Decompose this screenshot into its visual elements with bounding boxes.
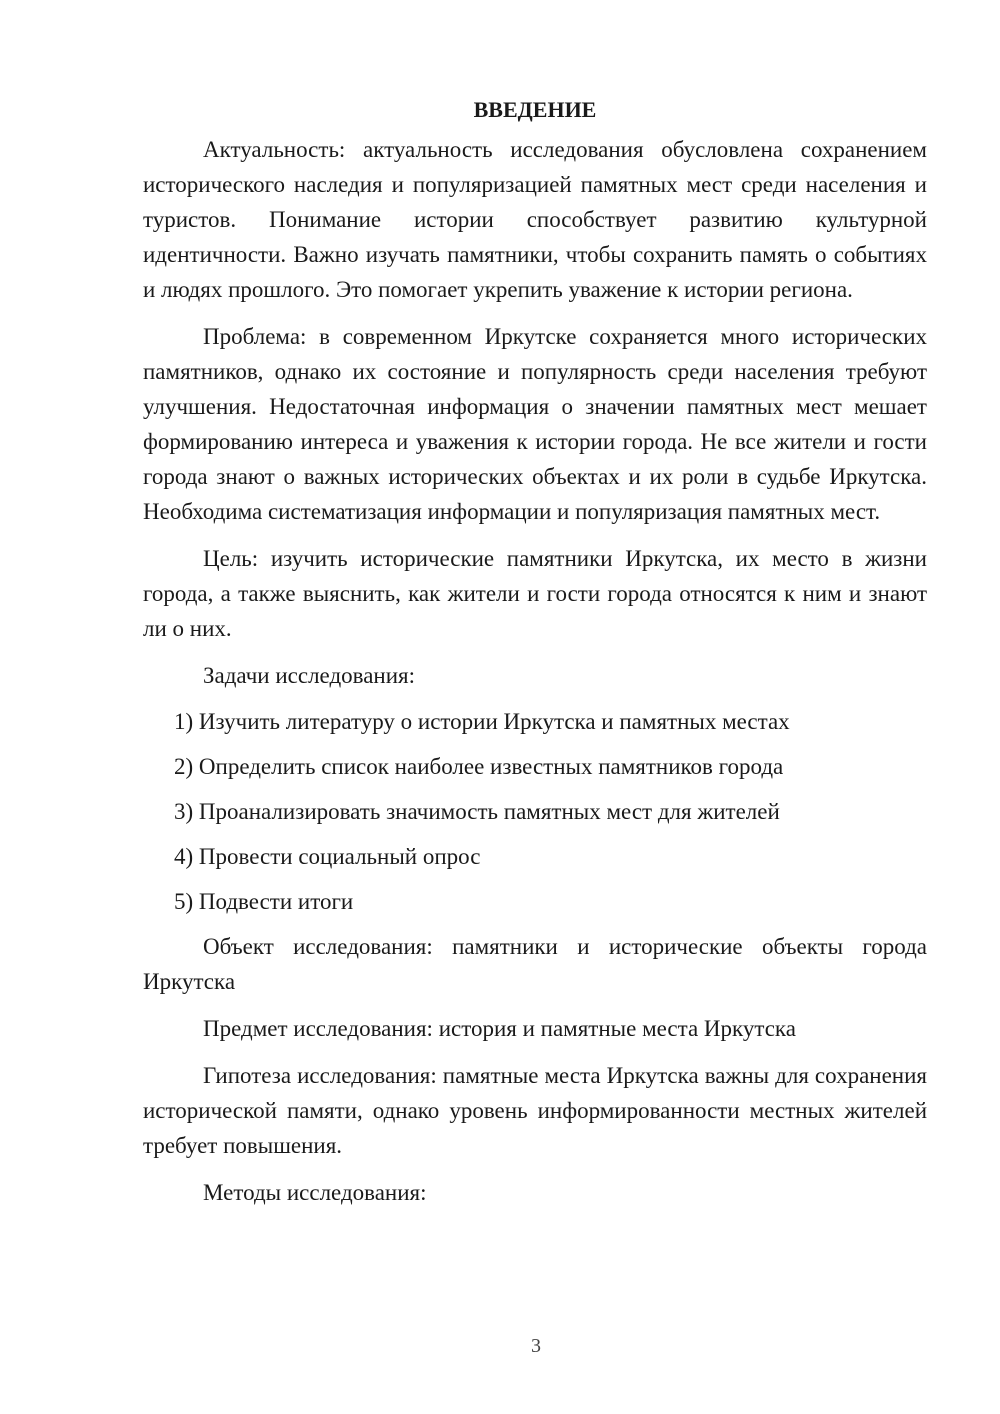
paragraph-hypothesis: Гипотеза исследования: памятные места Иркутска важны для сохранения исторической памяти, однако уровень информированности местных жителей требует повышения.	[143, 1063, 927, 1158]
page-title: ВВЕДЕНИЕ	[473, 97, 597, 122]
page-number: 3	[531, 1335, 541, 1357]
paragraph-object: Объект исследования: памятники и исторические объекты города Иркутска	[143, 934, 927, 994]
tasks-heading: Задачи исследования:	[203, 663, 416, 688]
paragraph-goal: Цель: изучить исторические памятники Иркутска, их место в жизни города, а также выяснить, как жители и гости города относятся к ним и знают ли о них.	[143, 546, 927, 641]
methods-heading: Методы исследования:	[203, 1180, 427, 1205]
page-body	[143, 92, 927, 1222]
paragraph-relevance: Актуальность: актуальность исследования обусловлена сохранением исторического наследия и популяризацией памятных мест среди населения и туристов. Понимание истории способствует развитию культурной идентичности. Важно изучать памятники, чтобы сохранить память о событиях и людях прошлого. Это помогает укрепить уважение к истории региона.	[143, 137, 927, 302]
list-item: 2) Определить список наиболее известных памятников города	[174, 754, 784, 779]
list-item: 3) Проанализировать значимость памятных мест для жителей	[174, 799, 780, 824]
list-item: 4) Провести социальный опрос	[174, 844, 481, 869]
paragraph-subject: Предмет исследования: история и памятные места Иркутска	[203, 1016, 796, 1041]
list-item: 1) Изучить литературу о истории Иркутска и памятных местах	[174, 709, 790, 734]
tasks-list	[143, 704, 927, 919]
paragraph-problem: Проблема: в современном Иркутске сохраняется много исторических памятников, однако их состояние и популярность среди населения требуют улучшения. Недостаточная информация о значении памятных мест мешает формированию интереса и уважения к истории города. Не все жители и гости города знают о важных исторических объектах и их роли в судьбе Иркутска. Необходима систематизация информации и популяризация памятных мест.	[143, 324, 927, 524]
list-item: 5) Подвести итоги	[174, 889, 354, 914]
